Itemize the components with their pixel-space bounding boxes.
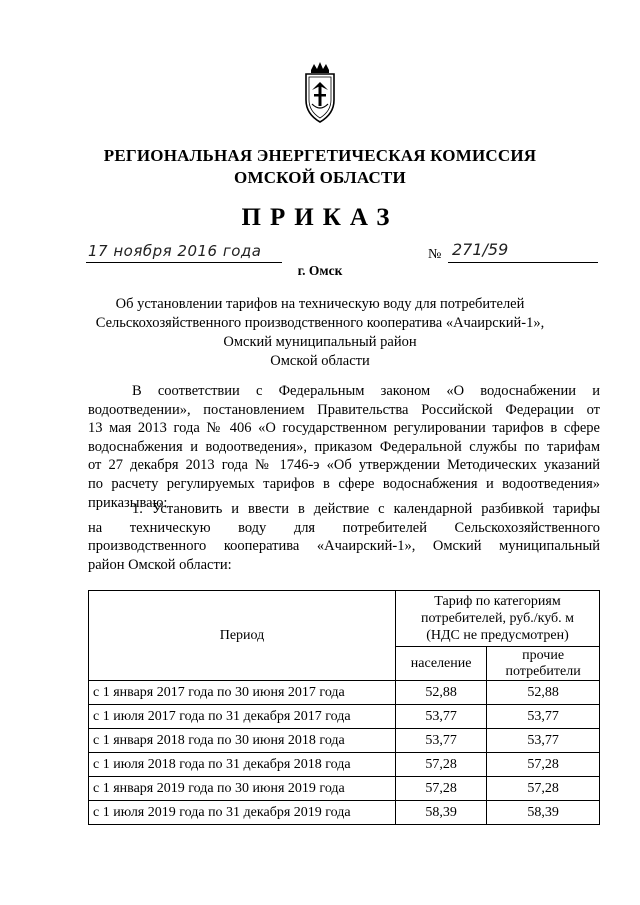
header-population: население — [396, 647, 487, 681]
paragraph-line: на техническую воду для потребителей Сельскохозяйственного — [88, 519, 600, 536]
header-period: Период — [89, 591, 396, 681]
cell-population: 52,88 — [396, 681, 487, 705]
cell-population: 57,28 — [396, 777, 487, 801]
header-other-line: потребители — [505, 663, 581, 679]
document-title: ПРИКАЗ — [241, 204, 399, 231]
table-row — [89, 681, 600, 705]
table-row — [89, 729, 600, 753]
document-city: г. Омск — [297, 263, 343, 278]
document-number: 271/59 — [452, 240, 509, 259]
paragraph-line: водоснабжения и водоотведения», приказом Федеральной службы по тарифам — [88, 438, 600, 455]
cell-other: 52,88 — [487, 681, 600, 705]
cell-period: с 1 июля 2018 года по 31 декабря 2018 года — [89, 753, 396, 777]
clause-1-paragraph — [88, 500, 600, 574]
paragraph-line: водоотведении», постановлением Правительства Российской Федерации от — [88, 401, 600, 418]
cell-population: 58,39 — [396, 801, 487, 825]
table-row — [89, 705, 600, 729]
paragraph-line: производственного кооператива «Ачаирский-1», Омский муниципальный — [88, 538, 600, 555]
paragraph-line: В соответствии с Федеральным законом «О водоснабжении и — [132, 383, 600, 399]
header-tariff-line: Тариф по категориям — [434, 594, 561, 609]
paragraph-line: 13 мая 2013 года № 406 «О государственном регулировании тарифов в сфере — [88, 420, 600, 437]
tariff-table — [88, 590, 600, 825]
omsk-coat-of-arms-icon — [302, 60, 338, 126]
document-subject — [0, 295, 640, 371]
org-name-line2: ОМСКОЙ ОБЛАСТИ — [234, 168, 406, 187]
subject-line: Об установлении тарифов на техническую воду для потребителей — [115, 296, 525, 312]
document-date: 17 ноября 2016 года — [88, 242, 262, 260]
header-tariff-line: (НДС не предусмотрен) — [426, 628, 569, 643]
header-other-consumers — [487, 647, 600, 681]
subject-line: Сельскохозяйственного производственного кооператива «Ачаирский-1», — [95, 315, 545, 331]
cell-period: с 1 января 2018 года по 30 июня 2018 года — [89, 729, 396, 753]
cell-period: с 1 января 2019 года по 30 июня 2019 года — [89, 777, 396, 801]
header-other-line: прочие — [522, 647, 565, 663]
cell-other: 57,28 — [487, 777, 600, 801]
table-header-row — [89, 591, 600, 647]
subject-line: Омский муниципальный район — [223, 334, 417, 350]
paragraph-line: район Омской области: — [88, 556, 232, 573]
cell-other: 53,77 — [487, 705, 600, 729]
cell-other: 58,39 — [487, 801, 600, 825]
table-row — [89, 777, 600, 801]
paragraph-line: 1. Установить и ввести в действие с календарной разбивкой тарифы — [132, 501, 600, 517]
table-row — [89, 753, 600, 777]
cell-other: 53,77 — [487, 729, 600, 753]
cell-period: с 1 января 2017 года по 30 июня 2017 года — [89, 681, 396, 705]
header-tariff-line: потребителей, руб./куб. м — [421, 611, 574, 626]
paragraph-line: по расчету регулируемых тарифов в сфере водоснабжения и водоотведения» — [88, 475, 600, 492]
paragraph-line: от 27 декабря 2013 года № 1746-э «Об утверждении Методических указаний — [88, 457, 600, 474]
cell-population: 53,77 — [396, 705, 487, 729]
cell-other: 57,28 — [487, 753, 600, 777]
org-name-line1: РЕГИОНАЛЬНАЯ ЭНЕРГЕТИЧЕСКАЯ КОМИССИЯ — [103, 146, 537, 165]
preamble-paragraph — [88, 382, 600, 512]
cell-period: с 1 июля 2017 года по 31 декабря 2017 года — [89, 705, 396, 729]
table-row — [89, 801, 600, 825]
subject-line: Омской области — [270, 353, 370, 369]
number-sign: № — [428, 247, 442, 262]
header-tariff-group — [396, 591, 600, 647]
paragraph-line: приказываю: — [88, 494, 168, 511]
cell-population: 57,28 — [396, 753, 487, 777]
cell-period: с 1 июля 2019 года по 31 декабря 2019 года — [89, 801, 396, 825]
cell-population: 53,77 — [396, 729, 487, 753]
